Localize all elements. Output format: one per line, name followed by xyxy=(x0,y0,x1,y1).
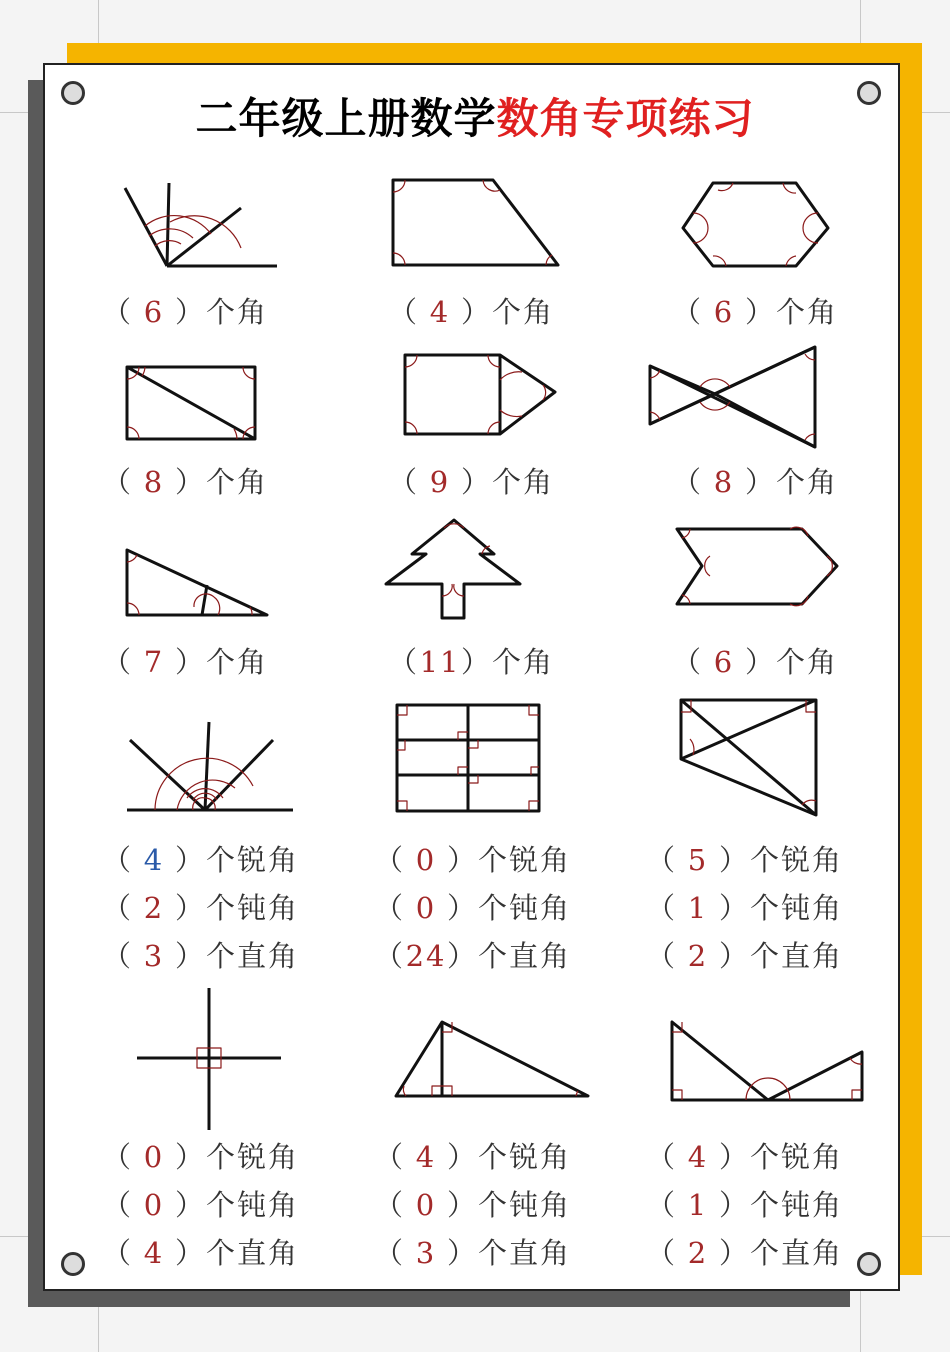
answer-row4-col3-right: （ 2 ）个直角 xyxy=(646,939,844,973)
page-title xyxy=(0,86,950,146)
figure-rays-from-point xyxy=(125,718,295,813)
answer-row3-col1: （ 7 ）个角 xyxy=(102,645,269,679)
title-red: 数角专项练习 xyxy=(496,94,755,143)
figure-quad-diagonals xyxy=(676,697,821,819)
answer-row2-col3: （ 8 ）个角 xyxy=(672,465,839,499)
figure-trapezoid xyxy=(388,175,563,270)
answer-row4-col2-right: （24）个直角 xyxy=(374,939,572,973)
answer-row5-col3-right: （ 2 ）个直角 xyxy=(646,1236,844,1270)
title-black: 二年级上册数学 xyxy=(195,94,497,143)
figure-triangle-split xyxy=(122,545,272,620)
pin-icon xyxy=(61,1252,85,1276)
answer-row5-col2-right: （ 3 ）个直角 xyxy=(374,1236,572,1270)
figure-fan-angles xyxy=(115,178,285,273)
answer-row5-col3-acute: （ 4 ）个锐角 xyxy=(646,1140,844,1174)
figure-bowtie xyxy=(645,342,823,452)
answer-row5-col1-right: （ 4 ）个直角 xyxy=(102,1236,300,1270)
figure-right-triangle-altitude xyxy=(392,1018,592,1100)
figure-rectangle-diagonal xyxy=(122,362,262,444)
figure-pentagon-arrow xyxy=(400,350,565,440)
answer-row4-col3-obtuse: （ 1 ）个钝角 xyxy=(646,891,844,925)
answer-row3-col3: （ 6 ）个角 xyxy=(672,645,839,679)
figure-tree xyxy=(382,516,527,628)
answer-row3-col2: （11）个角 xyxy=(388,645,555,679)
answer-row2-col2: （ 9 ）个角 xyxy=(388,465,555,499)
answer-row1-col2: （ 4 ）个角 xyxy=(388,295,555,329)
answer-row4-col2-obtuse: （ 0 ）个钝角 xyxy=(374,891,572,925)
answer-row4-col3-acute: （ 5 ）个锐角 xyxy=(646,843,844,877)
answer-row5-col1-obtuse: （ 0 ）个钝角 xyxy=(102,1188,300,1222)
figure-double-triangle xyxy=(668,1018,866,1106)
answer-row5-col2-obtuse: （ 0 ）个钝角 xyxy=(374,1188,572,1222)
answer-row5-col3-obtuse: （ 1 ）个钝角 xyxy=(646,1188,844,1222)
answer-row1-col1: （ 6 ）个角 xyxy=(102,295,269,329)
figure-hexagon xyxy=(678,178,833,273)
answer-row5-col1-acute: （ 0 ）个锐角 xyxy=(102,1140,300,1174)
figure-perpendicular-cross xyxy=(135,985,285,1133)
figure-grid-rectangles xyxy=(394,702,542,814)
answer-row4-col1-right: （ 3 ）个直角 xyxy=(102,939,300,973)
answer-row2-col1: （ 8 ）个角 xyxy=(102,465,269,499)
figure-arrow-hexagon xyxy=(672,524,842,609)
answer-row4-col1-obtuse: （ 2 ）个钝角 xyxy=(102,891,300,925)
answer-row4-col1-acute: （ 4 ）个锐角 xyxy=(102,843,300,877)
answer-row1-col3: （ 6 ）个角 xyxy=(672,295,839,329)
answer-row4-col2-acute: （ 0 ）个锐角 xyxy=(374,843,572,877)
pin-icon xyxy=(857,1252,881,1276)
answer-row5-col2-acute: （ 4 ）个锐角 xyxy=(374,1140,572,1174)
